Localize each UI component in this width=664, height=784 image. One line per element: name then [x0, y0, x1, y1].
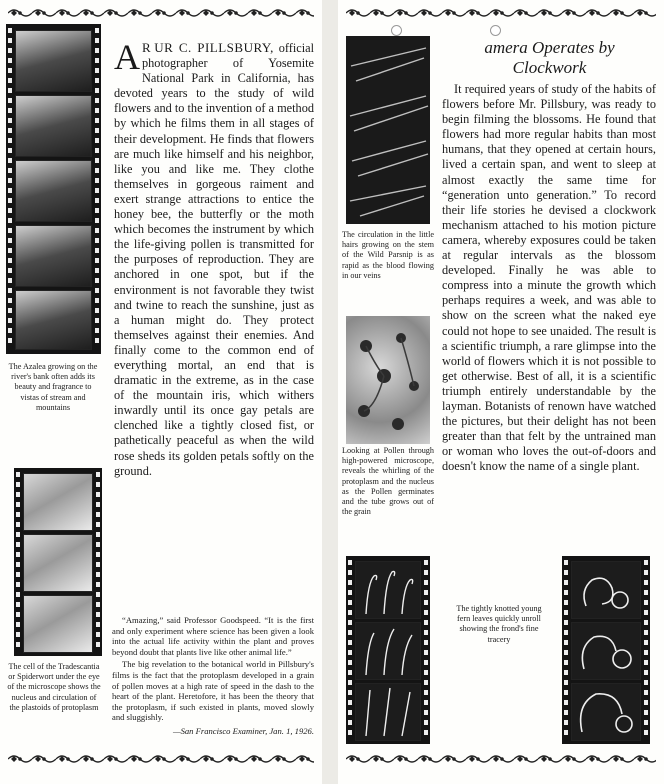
- sprocket-hole: [96, 502, 100, 507]
- quote-paragraph: “Amazing,” said Professor Goodspeed. “It is the first and only experiment where science has been given a look into the actual life activity within the plant and proves beyond doubt that plants live like other animal life.”: [112, 615, 314, 657]
- sprocket-hole: [95, 98, 99, 103]
- sprocket-hole: [564, 560, 568, 565]
- sprocket-hole: [8, 328, 12, 333]
- sprocket-hole: [8, 138, 12, 143]
- sprocket-hole: [348, 600, 352, 605]
- parsnip-photo: [346, 36, 430, 224]
- sprocket-hole: [95, 308, 99, 313]
- fern-caption: The tightly knotted young fern leaves quickly unroll showing the frond's fine tracery: [456, 604, 542, 644]
- top-ornament-border: [346, 6, 656, 20]
- film-frame: [23, 473, 93, 531]
- tradescantia-caption: The cell of the Tradescantia or Spiderwort under the eye of the microscope shows the nucleus and circulation of the plastoids of protoplasm: [7, 662, 101, 712]
- sprocket-hole: [95, 148, 99, 153]
- sprocket-hole: [8, 298, 12, 303]
- article-paragraph: It required years of study of the habits of flowers before Mr. Pillsbury, was ready to begin filming the blossoms. He found that flowers had more regular habits than most humans, that they opened at certain hours, lived a certain span, and went to sleep at almost exactly the same time for “generation unto generation.” To record their life stories he devised a clockwork mechanism attached to his motion picture camera, whereby exposures could be taken at regular intervals as the blossom developed. Finally he was able to compress into a minute the growth which perhaps requires a week, and was able to show on the screen what the naked eye could not hope to see unaided. The result is a scientific triumph, a rare glimpse into the world of flowers which it is not possible to get otherwise. Best of all, it is a scientific triumph entirely understandable by the layman. Botanists of renown have watched the pictures, but their delight has not been greater than that felt by the untrained man or woman who loves the out-of-doors and doesn't know the name of a single plant.: [442, 82, 656, 474]
- sprocket-hole: [8, 108, 12, 113]
- sprocket-hole: [424, 610, 428, 615]
- sprocket-hole: [95, 108, 99, 113]
- sprocket-hole: [348, 710, 352, 715]
- sprocket-hole: [644, 560, 648, 565]
- film-frame: [355, 622, 421, 680]
- sprocket-hole: [96, 642, 100, 647]
- right-page: [338, 0, 664, 784]
- sprocket-hole: [644, 670, 648, 675]
- sprocket-hole: [348, 580, 352, 585]
- film-frame: [571, 561, 641, 619]
- sprocket-hole: [644, 570, 648, 575]
- sprocket-hole: [8, 178, 12, 183]
- sprocket-hole: [8, 58, 12, 63]
- sprocket-hole: [95, 118, 99, 123]
- pollen-grains-image: [346, 316, 430, 444]
- sprocket-hole: [95, 298, 99, 303]
- sprocket-hole: [95, 28, 99, 33]
- sprocket-hole: [96, 492, 100, 497]
- sprocket-hole: [564, 720, 568, 725]
- azalea-caption: The Azalea growing on the river's bank often adds its beauty and fragrance to vistas of stream and mountains: [8, 362, 98, 412]
- sprocket-hole: [644, 620, 648, 625]
- sprocket-hole: [16, 492, 20, 497]
- binder-hole: [391, 25, 402, 36]
- sprocket-hole: [644, 710, 648, 715]
- sprocket-hole: [564, 610, 568, 615]
- film-frame: [23, 595, 93, 653]
- sprocket-hole: [96, 622, 100, 627]
- sprocket-hole: [564, 680, 568, 685]
- sprocket-hole: [564, 690, 568, 695]
- sprocket-hole: [16, 532, 20, 537]
- sprocket-hole: [95, 238, 99, 243]
- sprocket-hole: [564, 630, 568, 635]
- sprocket-hole: [95, 188, 99, 193]
- sprocket-hole: [95, 218, 99, 223]
- sprocket-hole: [16, 572, 20, 577]
- sprocket-hole: [8, 228, 12, 233]
- sprocket-hole: [16, 482, 20, 487]
- sprocket-hole: [644, 600, 648, 605]
- sprocket-hole: [8, 118, 12, 123]
- sprocket-hole: [16, 562, 20, 567]
- sprocket-hole: [8, 198, 12, 203]
- sprocket-hole: [95, 48, 99, 53]
- sprocket-hole: [8, 78, 12, 83]
- sprocket-hole: [644, 610, 648, 615]
- sprocket-hole: [95, 268, 99, 273]
- sprocket-hole: [424, 680, 428, 685]
- film-frame: [15, 225, 92, 287]
- sprocket-hole: [348, 630, 352, 635]
- sprocket-hole: [95, 338, 99, 343]
- sprocket-hole: [95, 58, 99, 63]
- article-first-line: R UR C. PILLSBURY,: [142, 40, 274, 55]
- film-frame: [355, 561, 421, 619]
- sprocket-hole: [8, 238, 12, 243]
- sprocket-hole: [95, 278, 99, 283]
- sprocket-hole: [95, 318, 99, 323]
- sprocket-hole: [348, 640, 352, 645]
- sprocket-hole: [8, 278, 12, 283]
- sprocket-hole: [8, 48, 12, 53]
- sprocket-hole: [424, 580, 428, 585]
- sprocket-hole: [16, 512, 20, 517]
- parsnip-hairs-image: [346, 36, 430, 224]
- bottom-ornament-border: [8, 752, 314, 766]
- article-paragraph: official photographer of Yosemite National Park in California, has devoted years to the study of wild flowers and to the invention of a method by which he films them in all stages of their development. He finds that flowers are much like himself and his neighbor, like you and like me. They clothe themselves in gorgeous raiment and exert strange attractions to entice the honey bee, the butterfly or the moth which becomes the instrument by which the life-giving pollen is transmitted for the purposes of reproduction. They are anchored in one spot, but if the environment is not favorable they twist and twine to reach the sunshine, just as a human might do. They protect themselves against their enemies. And finally come to the common end of everything mortal, an end that is dramatic in the extreme, as in the case of the mountain iris, which withers inwardly until its once gay petals are clenched like a tightly closed fist, or pathetically peaceful as when the wild rose sheds its golden petals softly on the ground.: [114, 41, 315, 478]
- sprocket-hole: [8, 268, 12, 273]
- sprocket-hole: [95, 128, 99, 133]
- sprocket-hole: [95, 288, 99, 293]
- pollen-caption: Looking at Pollen through high-powered microscope, reveals the whirling of the protoplasm and the nucleus as the Pollen germinates and the tube grows out of the grain: [342, 446, 434, 517]
- film-frame: [355, 683, 421, 741]
- sprocket-hole: [564, 700, 568, 705]
- sprocket-hole: [424, 590, 428, 595]
- sprocket-hole: [8, 98, 12, 103]
- dropcap: A: [114, 37, 140, 77]
- sprocket-hole: [8, 318, 12, 323]
- sprocket-hole: [424, 720, 428, 725]
- film-frame: [571, 622, 641, 680]
- sprocket-hole: [95, 208, 99, 213]
- sprocket-hole: [424, 600, 428, 605]
- sprocket-hole: [564, 730, 568, 735]
- sprocket-hole: [644, 690, 648, 695]
- sprocket-hole: [8, 148, 12, 153]
- sprocket-hole: [424, 660, 428, 665]
- sprocket-hole: [564, 670, 568, 675]
- sprocket-hole: [564, 710, 568, 715]
- binder-hole: [490, 25, 501, 36]
- sprocket-hole: [95, 38, 99, 43]
- left-page: [0, 0, 322, 784]
- examiner-quote: [112, 615, 314, 737]
- section-headline: [442, 38, 657, 78]
- pollen-photo: [346, 316, 430, 444]
- sprocket-hole: [8, 38, 12, 43]
- quote-source: —San Francisco Examiner, Jan. 1, 1926.: [172, 725, 314, 736]
- sprocket-hole: [424, 670, 428, 675]
- sprocket-hole: [95, 178, 99, 183]
- sprocket-hole: [564, 580, 568, 585]
- sprocket-hole: [644, 700, 648, 705]
- sprocket-hole: [8, 208, 12, 213]
- sprocket-hole: [96, 542, 100, 547]
- article-body-right: [442, 82, 656, 474]
- sprocket-hole: [644, 660, 648, 665]
- sprocket-hole: [96, 632, 100, 637]
- sprocket-hole: [16, 622, 20, 627]
- sprocket-hole: [564, 590, 568, 595]
- sprocket-hole: [16, 582, 20, 587]
- sprocket-hole: [95, 248, 99, 253]
- film-frame: [23, 534, 93, 592]
- bottom-ornament-border: [346, 752, 656, 766]
- sprocket-hole: [348, 720, 352, 725]
- sprocket-hole: [95, 68, 99, 73]
- sprocket-hole: [16, 502, 20, 507]
- sprocket-hole: [348, 570, 352, 575]
- sprocket-hole: [348, 620, 352, 625]
- sprocket-hole: [424, 700, 428, 705]
- sprocket-hole: [96, 612, 100, 617]
- sprocket-hole: [424, 730, 428, 735]
- sprocket-hole: [96, 482, 100, 487]
- sprocket-hole: [564, 600, 568, 605]
- sprocket-hole: [95, 78, 99, 83]
- quote-paragraph: The big revelation to the botanical world in Pillsbury's films is the fact that the protoplasm developed in a grain of pollen moves at a high rate of speed in the dash to the heart of the plant. Heretofore, it has been the theory that the protoplasm, if such existed in plants, moved slowly and sluggishly.: [112, 659, 314, 723]
- sprocket-hole: [424, 560, 428, 565]
- headline-line: Clockwork: [512, 58, 587, 77]
- sprocket-hole: [8, 288, 12, 293]
- sprocket-hole: [348, 680, 352, 685]
- sprocket-hole: [16, 592, 20, 597]
- sprocket-hole: [16, 612, 20, 617]
- sprocket-hole: [348, 730, 352, 735]
- sprocket-hole: [16, 542, 20, 547]
- sprocket-hole: [96, 602, 100, 607]
- sprocket-hole: [96, 472, 100, 477]
- sprocket-hole: [348, 660, 352, 665]
- sprocket-hole: [16, 522, 20, 527]
- sprocket-hole: [424, 640, 428, 645]
- sprocket-hole: [564, 660, 568, 665]
- sprocket-hole: [8, 248, 12, 253]
- sprocket-hole: [96, 582, 100, 587]
- sprocket-hole: [95, 228, 99, 233]
- film-frame: [15, 160, 92, 222]
- film-frame: [15, 95, 92, 157]
- sprocket-hole: [348, 590, 352, 595]
- sprocket-hole: [644, 730, 648, 735]
- sprocket-hole: [16, 642, 20, 647]
- sprocket-hole: [644, 580, 648, 585]
- sprocket-hole: [96, 522, 100, 527]
- sprocket-hole: [564, 620, 568, 625]
- sprocket-hole: [8, 258, 12, 263]
- sprocket-hole: [644, 590, 648, 595]
- sprocket-hole: [95, 138, 99, 143]
- sprocket-hole: [644, 720, 648, 725]
- sprocket-hole: [8, 308, 12, 313]
- sprocket-hole: [8, 158, 12, 163]
- top-ornament-border: [8, 6, 314, 20]
- sprocket-hole: [96, 512, 100, 517]
- sprocket-hole: [424, 630, 428, 635]
- parsnip-caption: The circulation in the little hairs growing on the stem of the Wild Parsnip is as rapid as the blood flowing in our veins: [342, 230, 434, 280]
- sprocket-hole: [16, 552, 20, 557]
- sprocket-hole: [95, 328, 99, 333]
- sprocket-hole: [644, 680, 648, 685]
- film-frame: [15, 30, 92, 92]
- sprocket-hole: [424, 620, 428, 625]
- sprocket-hole: [564, 570, 568, 575]
- sprocket-hole: [8, 218, 12, 223]
- article-body-left: [114, 37, 315, 479]
- sprocket-hole: [8, 28, 12, 33]
- sprocket-hole: [8, 88, 12, 93]
- fern-filmstrip-right: [562, 556, 650, 744]
- sprocket-hole: [348, 700, 352, 705]
- sprocket-hole: [424, 710, 428, 715]
- sprocket-hole: [8, 338, 12, 343]
- sprocket-hole: [348, 610, 352, 615]
- sprocket-hole: [16, 602, 20, 607]
- sprocket-hole: [95, 168, 99, 173]
- fern-filmstrip-left: [346, 556, 430, 744]
- sprocket-hole: [348, 560, 352, 565]
- sprocket-hole: [564, 650, 568, 655]
- sprocket-hole: [16, 632, 20, 637]
- sprocket-hole: [424, 570, 428, 575]
- sprocket-hole: [644, 650, 648, 655]
- sprocket-hole: [348, 670, 352, 675]
- azalea-filmstrip: [6, 24, 101, 354]
- sprocket-hole: [8, 168, 12, 173]
- sprocket-hole: [348, 650, 352, 655]
- sprocket-hole: [96, 562, 100, 567]
- sprocket-hole: [96, 532, 100, 537]
- sprocket-hole: [644, 630, 648, 635]
- sprocket-hole: [564, 640, 568, 645]
- sprocket-hole: [95, 158, 99, 163]
- sprocket-hole: [8, 128, 12, 133]
- sprocket-hole: [348, 690, 352, 695]
- sprocket-hole: [8, 188, 12, 193]
- film-frame: [15, 290, 92, 350]
- sprocket-hole: [95, 88, 99, 93]
- sprocket-hole: [8, 68, 12, 73]
- sprocket-hole: [424, 690, 428, 695]
- sprocket-hole: [96, 572, 100, 577]
- sprocket-hole: [96, 552, 100, 557]
- sprocket-hole: [644, 640, 648, 645]
- headline-line: amera Operates by: [484, 38, 615, 57]
- sprocket-hole: [424, 650, 428, 655]
- sprocket-hole: [95, 258, 99, 263]
- film-frame: [571, 683, 641, 741]
- tradescantia-filmstrip: [14, 468, 102, 656]
- page-gutter: [322, 0, 338, 784]
- sprocket-hole: [96, 592, 100, 597]
- sprocket-hole: [16, 472, 20, 477]
- sprocket-hole: [95, 198, 99, 203]
